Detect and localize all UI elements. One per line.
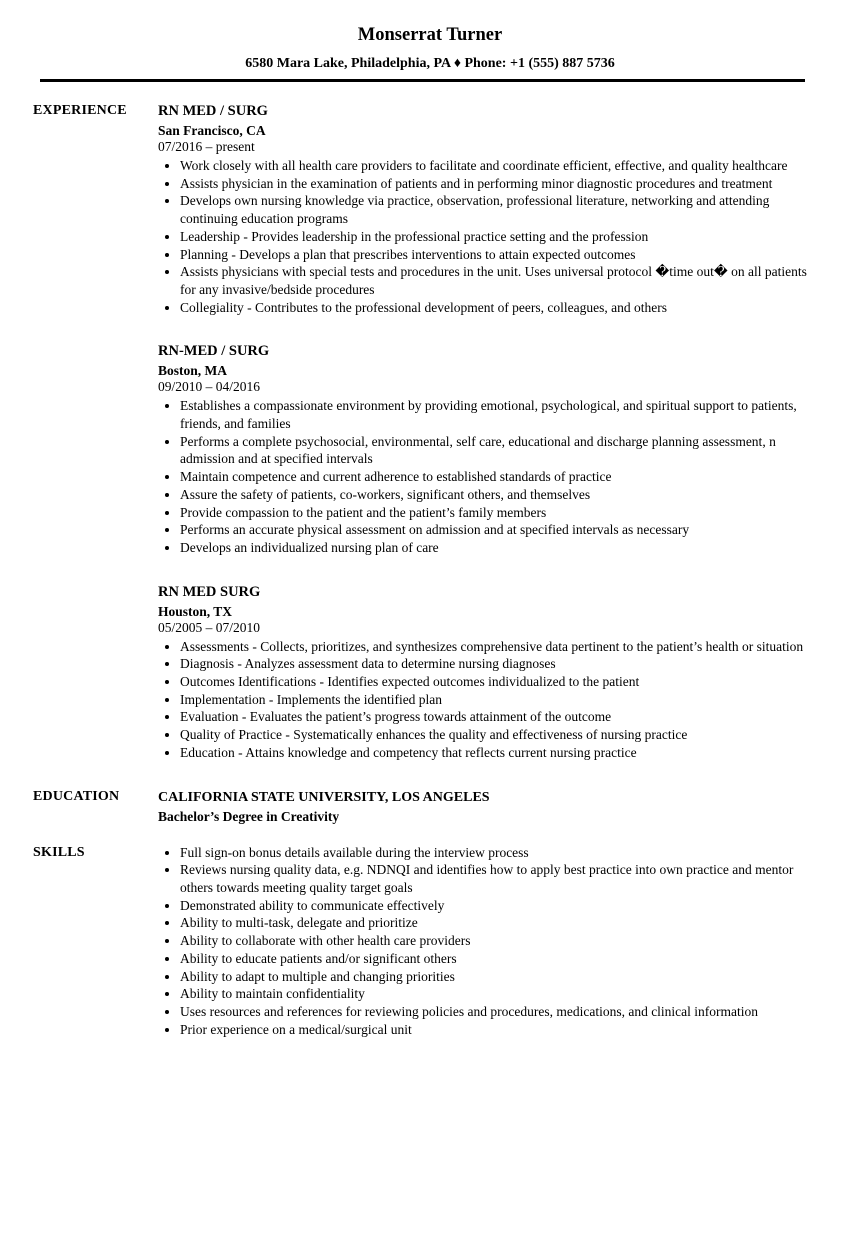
person-name: Monserrat Turner [357, 25, 503, 45]
bullet-item: • Ability to multi-task, delegate and prioritize [180, 914, 810, 932]
skills-bullet-list [158, 844, 810, 1039]
bullet-item: • Assists physicians with special tests and procedures in the unit. Uses universal protocol �time out� on all patients for any invasive/bedside procedures [180, 263, 810, 298]
bullet-item: • Leadership - Provides leadership in the professional practice setting and the profession [180, 228, 810, 246]
job-entry-1 [158, 102, 810, 316]
bullet-item: • Work closely with all health care providers to facilitate and coordinate efficient, effective, and quality healthcare [180, 157, 810, 175]
resume-header [0, 24, 860, 72]
job-location: Boston, MA [158, 363, 228, 379]
section-label-skills: SKILLS [33, 844, 85, 860]
bullet-item: • Assessments - Collects, prioritizes, and synthesizes comprehensive data pertinent to the patient’s health or situation [180, 638, 810, 656]
bullet-item: • Performs an accurate physical assessment on admission and at specified intervals as necessary [180, 521, 810, 539]
job-dates: 05/2005 – 07/2010 [158, 619, 261, 635]
bullet-item: • Provide compassion to the patient and the patient’s family members [180, 504, 810, 522]
bullet-item: • Planning - Develops a plan that prescribes interventions to attain expected outcomes [180, 246, 810, 264]
skills-content [158, 844, 810, 1039]
job-entry-2 [158, 342, 810, 556]
bullet-item: • Assure the safety of patients, co-workers, significant others, and themselves [180, 486, 810, 504]
job-title: RN-MED / SURG [158, 343, 270, 360]
job-bullet-list [158, 638, 810, 762]
school-name: CALIFORNIA STATE UNIVERSITY, LOS ANGELES [158, 789, 490, 805]
bullet-item: • Prior experience on a medical/surgical unit [180, 1021, 810, 1039]
education-content [158, 788, 810, 826]
bullet-item: • Reviews nursing quality data, e.g. NDNQI and identifies how to apply best practice into own practice and mentor others towards meeting quality target goals [180, 861, 810, 896]
bullet-item: • Ability to educate patients and/or significant others [180, 950, 810, 968]
job-bullet-list [158, 157, 810, 316]
job-dates: 07/2016 – present [158, 139, 255, 154]
job-title: RN MED SURG [158, 583, 261, 600]
section-experience [0, 102, 860, 762]
job-entry-3 [158, 583, 810, 762]
job-title: RN MED / SURG [158, 103, 268, 119]
bullet-item: • Full sign-on bonus details available during the interview process [180, 844, 810, 862]
bullet-item: • Diagnosis - Analyzes assessment data to determine nursing diagnoses [180, 655, 810, 673]
bullet-item: • Quality of Practice - Systematically enhances the quality and effectiveness of nursing practice [180, 726, 810, 744]
bullet-item: • Performs a complete psychosocial, environmental, self care, educational and discharge planning assessment, n admission and at specified intervals [180, 433, 810, 468]
section-skills [0, 844, 860, 1039]
job-location: San Francisco, CA [158, 123, 266, 138]
header-divider [40, 79, 805, 82]
bullet-item: • Ability to collaborate with other health care providers [180, 932, 810, 950]
bullet-item: • Develops an individualized nursing plan of care [180, 539, 810, 557]
bullet-item: • Maintain competence and current adherence to established standards of practice [180, 468, 810, 486]
bullet-item: • Demonstrated ability to communicate effectively [180, 897, 810, 915]
job-bullet-list [158, 397, 810, 556]
bullet-item: • Uses resources and references for reviewing policies and procedures, medications, and clinical information [180, 1003, 810, 1021]
bullet-item: • Education - Attains knowledge and competency that reflects current nursing practice [180, 744, 810, 762]
section-education [0, 788, 860, 826]
bullet-item: • Evaluation - Evaluates the patient’s progress towards attainment of the outcome [180, 708, 810, 726]
bullet-item: • Collegiality - Contributes to the professional development of peers, colleagues, and others [180, 299, 810, 317]
experience-content [158, 102, 810, 762]
degree-name: Bachelor’s Degree in Creativity [158, 808, 340, 824]
bullet-item: • Implementation - Implements the identified plan [180, 691, 810, 709]
bullet-item: • Develops own nursing knowledge via practice, observation, professional literature, networking and attending continuing education programs [180, 192, 810, 227]
section-label-education: EDUCATION [33, 788, 120, 804]
bullet-item: • Assists physician in the examination of patients and in performing minor diagnostic procedures and treatment [180, 175, 810, 193]
bullet-item: • Ability to maintain confidentiality [180, 985, 810, 1003]
bullet-item: • Ability to adapt to multiple and changing priorities [180, 968, 810, 986]
job-dates: 09/2010 – 04/2016 [158, 379, 261, 395]
contact-line: 6580 Mara Lake, Philadelphia, PA ♦ Phone: +1 (555) 887 5736 [245, 56, 615, 71]
bullet-item: • Establishes a compassionate environment by providing emotional, psychological, and spiritual support to patients, friends, and families [180, 397, 810, 432]
section-label-experience: EXPERIENCE [33, 103, 127, 118]
job-location: Houston, TX [158, 603, 233, 619]
bullet-item: • Outcomes Identifications - Identifies expected outcomes individualized to the patient [180, 673, 810, 691]
